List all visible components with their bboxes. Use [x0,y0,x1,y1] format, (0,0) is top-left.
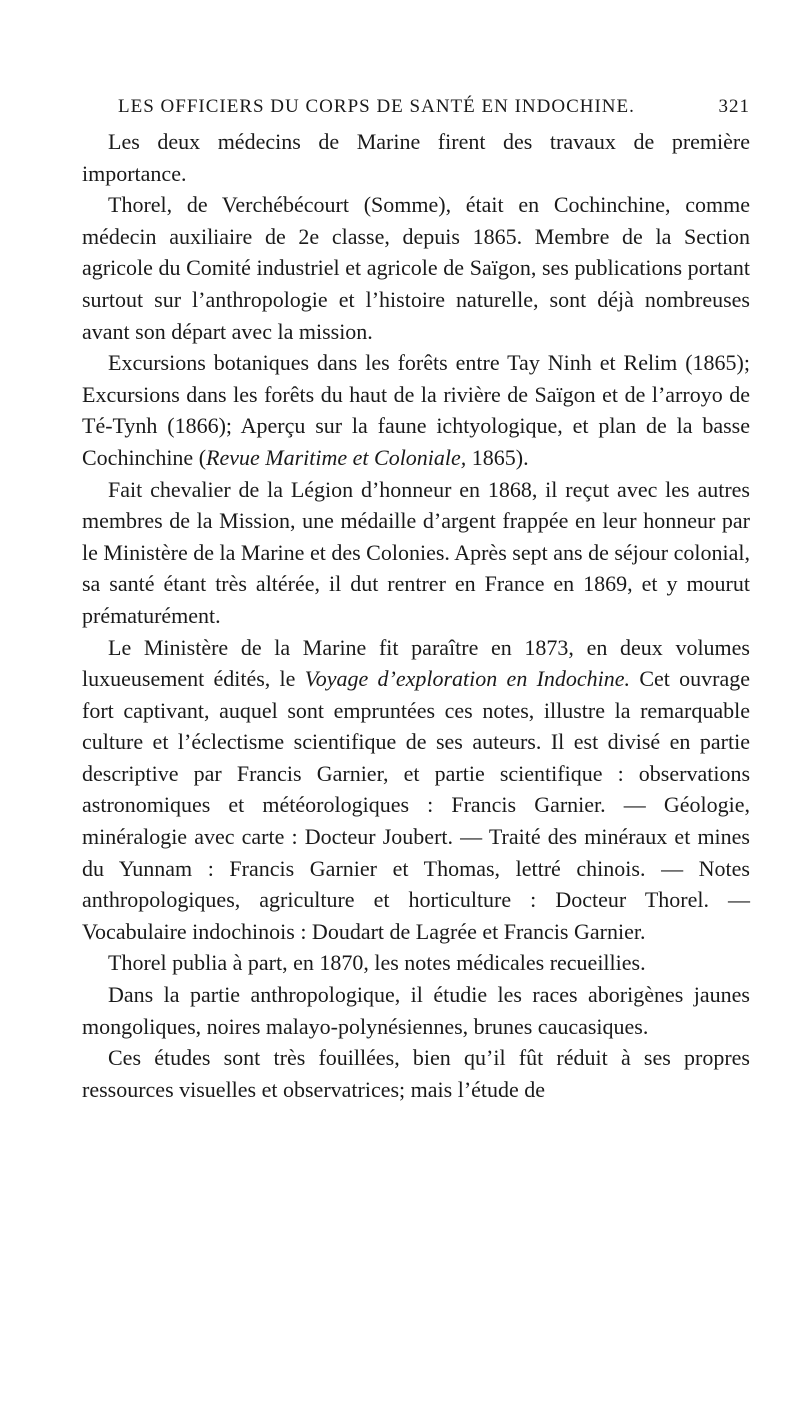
book-page [82,92,750,1105]
paragraph [82,979,750,1042]
text-segment: Les deux médecins de Marine firent des travaux de première importance. [82,129,750,186]
running-header [82,92,750,126]
text-segment: Ces études sont très fouillées, bien qu’il fût réduit à ses propres ressources visuelles et observatrices; mais l’étude de [82,1045,750,1102]
text-segment: Thorel, de Verchébécourt (Somme), était en Cochinchine, comme médecin auxiliaire de 2e classe, depuis 1865. Membre de la Section agricole du Comité industriel et agricole de Saïgon, ses publications portant surtout sur l’anthropologie et l’histoire naturelle, sont déjà nombreuses avant son départ avec la mission. [82,192,750,344]
paragraph [82,347,750,473]
text-segment: Cet ouvrage fort captivant, auquel sont empruntées ces notes, illustre la remarquable culture et l’éclectisme scientifique de ses auteurs. Il est divisé en partie descriptive par Francis Garnier, et partie scientifique : observations astronomiques et météorologiques : Francis Garnier. — Géologie, minéralogie avec carte : Docteur Joubert. — Traité des minéraux et mines du Yunnam : Francis Garnier et Thomas, lettré chinois. — Notes anthropologiques, agriculture et horticulture : Docteur Thorel. — Vocabulaire indochinois : Doudart de Lagrée et Francis Garnier. [82,666,751,944]
paragraph [82,947,750,979]
text-segment: Dans la partie anthropologique, il étudie les races aborigènes jaunes mongoliques, noires malayo-polynésiennes, brunes caucasiques. [82,982,750,1039]
text-segment: Excursions botaniques dans les forêts entre Tay Ninh et Relim (1865); Excursions dans les forêts du haut de la rivière de Saïgon et de l’arroyo de Té-Tynh (1866); Aperçu sur la faune ichtyologique, et plan de la basse Cochinchine ( [82,350,750,470]
text-segment: Le Ministère de la Marine fit paraître en 1873, en deux volumes luxueusement édités, le [82,634,750,692]
body-text [82,126,750,1105]
paragraph [82,1042,750,1105]
paragraph [82,474,750,632]
text-segment: Fait chevalier de la Légion d’honneur en 1868, il reçut avec les autres membres de la Mission, une médaille d’argent frappée en leur honneur par le Ministère de la Marine et des Colonies. Après sept ans de séjour colonial, sa santé étant très altérée, il dut rentrer en France en 1869, et y mourut prématurément. [82,476,750,628]
running-title: LES OFFICIERS DU CORPS DE SANTÉ EN INDOCHINE. [118,96,635,117]
paragraph [82,189,750,347]
text-segment: Thorel publia à part, en 1870, les notes médicales recueillies. [108,950,646,976]
page-number: 321 [718,96,750,117]
paragraph [82,126,750,189]
italic-book-title: Voyage d’exploration en Indochine. [304,666,631,692]
italic-journal-title: Revue Maritime et Coloniale, [206,444,467,470]
text-segment: 1865). [466,444,529,470]
paragraph [82,632,750,948]
